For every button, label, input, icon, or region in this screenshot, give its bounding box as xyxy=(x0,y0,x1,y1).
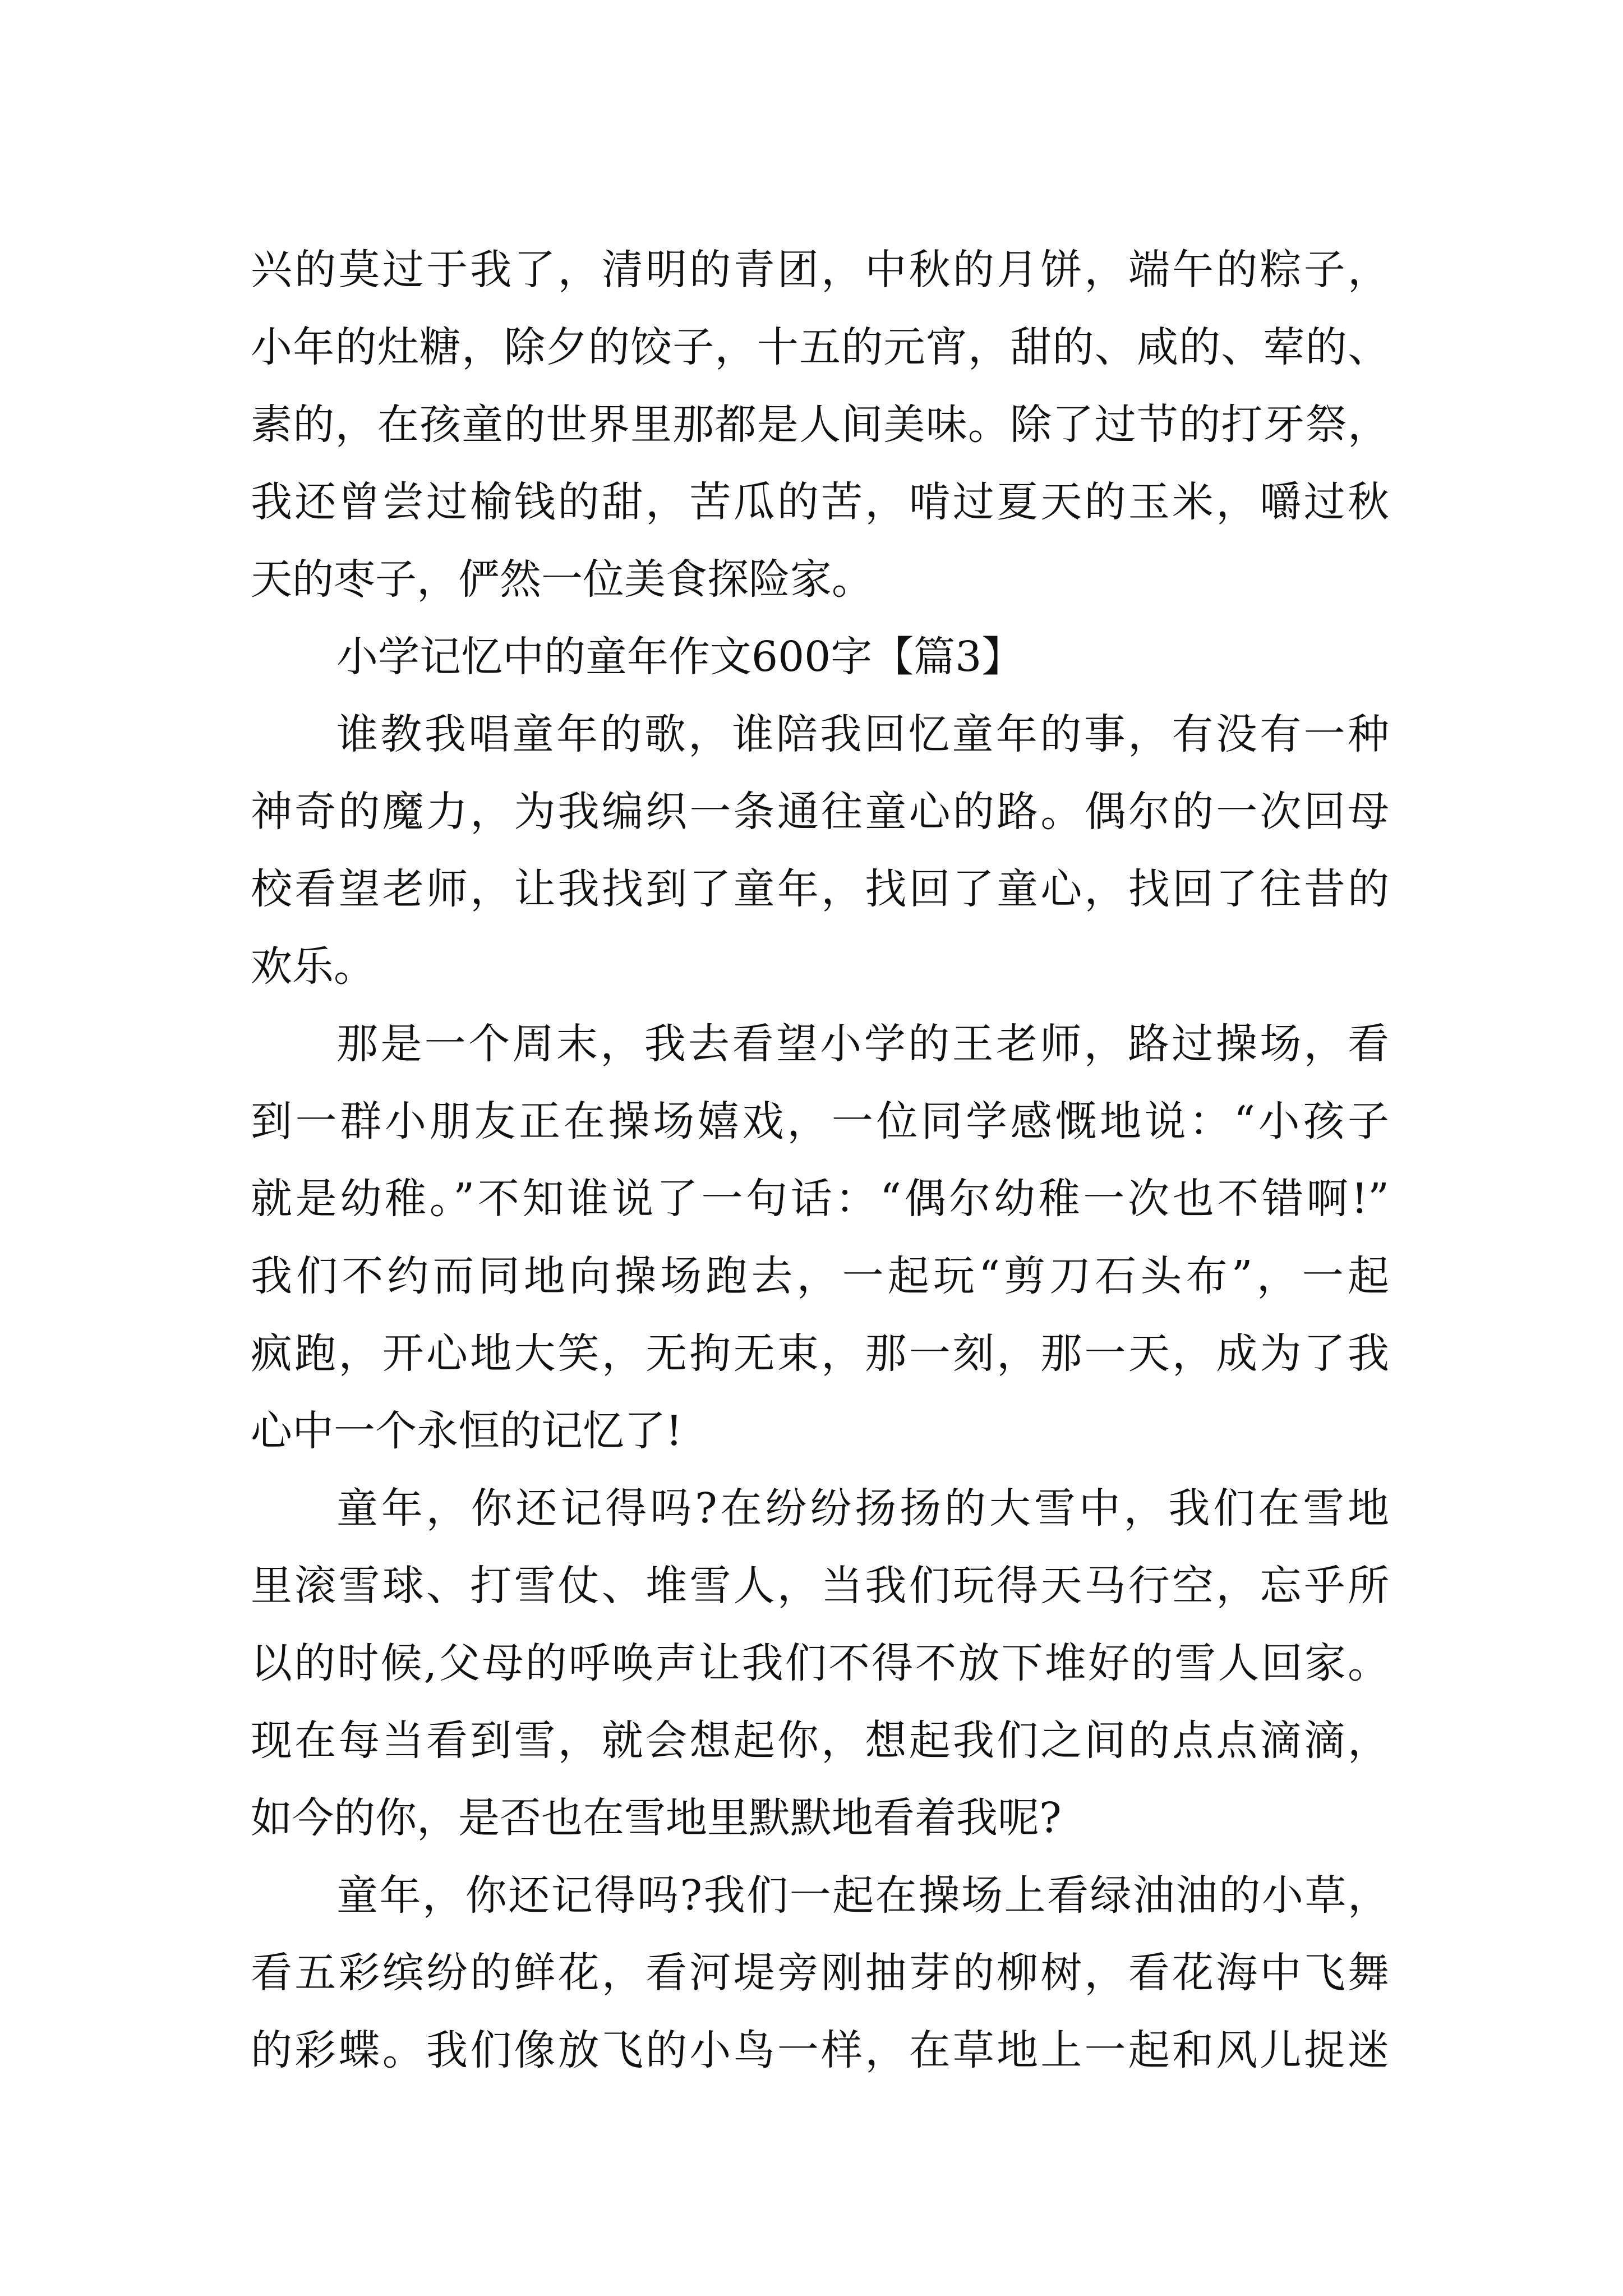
text-line: 里滚雪球、打雪仗、堆雪人，当我们玩得天马行空，忘乎所 xyxy=(251,1562,1389,1610)
text-line: 疯跑，开心地大笑，无拘无束，那一刻，那一天，成为了我 xyxy=(251,1329,1389,1378)
text-line: 谁教我唱童年的歌，谁陪我回忆童年的事，有没有一种 xyxy=(336,710,1389,758)
text-line: 的彩蝶。我们像放飞的小鸟一样，在草地上一起和风儿捉迷 xyxy=(251,2026,1389,2074)
paragraph xyxy=(251,696,1389,1005)
text-line: 小年的灶糖，除夕的饺子，十五的元宵，甜的、咸的、荤的、 xyxy=(251,323,1389,371)
text-line: 那是一个周末，我去看望小学的王老师，路过操场，看 xyxy=(336,1020,1389,1068)
text-line: 欢乐。 xyxy=(251,942,375,991)
text-line: 兴的莫过于我了，清明的青团，中秋的月饼，端午的粽子， xyxy=(251,246,1389,294)
section-heading xyxy=(251,618,1389,696)
text-line: 现在每当看到雪，就会想起你，想起我们之间的点点滴滴， xyxy=(251,1717,1389,1765)
text-line: 到一群小朋友正在操场嬉戏，一位同学感慨地说：“小孩子 xyxy=(251,1097,1389,1145)
text-line: 看五彩缤纷的鲜花，看河堤旁刚抽芽的柳树，看花海中飞舞 xyxy=(251,1949,1389,1997)
paragraph xyxy=(251,1470,1389,1857)
text-line: 我们不约而同地向操场跑去，一起玩“剪刀石头布”，一起 xyxy=(251,1252,1389,1300)
text-line: 童年，你还记得吗?我们一起在操场上看绿油油的小草， xyxy=(336,1871,1389,1920)
document-body xyxy=(251,231,1389,2089)
text-line: 素的，在孩童的世界里那都是人间美味。除了过节的打牙祭， xyxy=(251,401,1389,449)
text-line: 以的时候,父母的呼唤声让我们不得不放下堆好的雪人回家。 xyxy=(251,1639,1389,1687)
text-line: 心中一个永恒的记忆了! xyxy=(251,1407,683,1455)
heading-line: 小学记忆中的童年作文600字【篇3】 xyxy=(336,633,1023,681)
text-line: 就是幼稚。”不知谁说了一句话：“偶尔幼稚一次也不错啊!” xyxy=(251,1175,1389,1223)
text-line: 天的枣子，俨然一位美食探险家。 xyxy=(251,555,873,604)
text-line: 校看望老师，让我找到了童年，找回了童心，找回了往昔的 xyxy=(251,865,1389,913)
paragraph xyxy=(251,1857,1389,2089)
paragraph xyxy=(251,231,1389,618)
paragraph xyxy=(251,1005,1389,1470)
text-line: 我还曾尝过榆钱的甜，苦瓜的苦，啃过夏天的玉米，嚼过秋 xyxy=(251,478,1389,526)
text-line: 如今的你，是否也在雪地里默默地看着我呢? xyxy=(251,1794,1062,1842)
text-line: 童年，你还记得吗?在纷纷扬扬的大雪中，我们在雪地 xyxy=(336,1484,1389,1533)
text-line: 神奇的魔力，为我编织一条通往童心的路。偶尔的一次回母 xyxy=(251,788,1389,836)
